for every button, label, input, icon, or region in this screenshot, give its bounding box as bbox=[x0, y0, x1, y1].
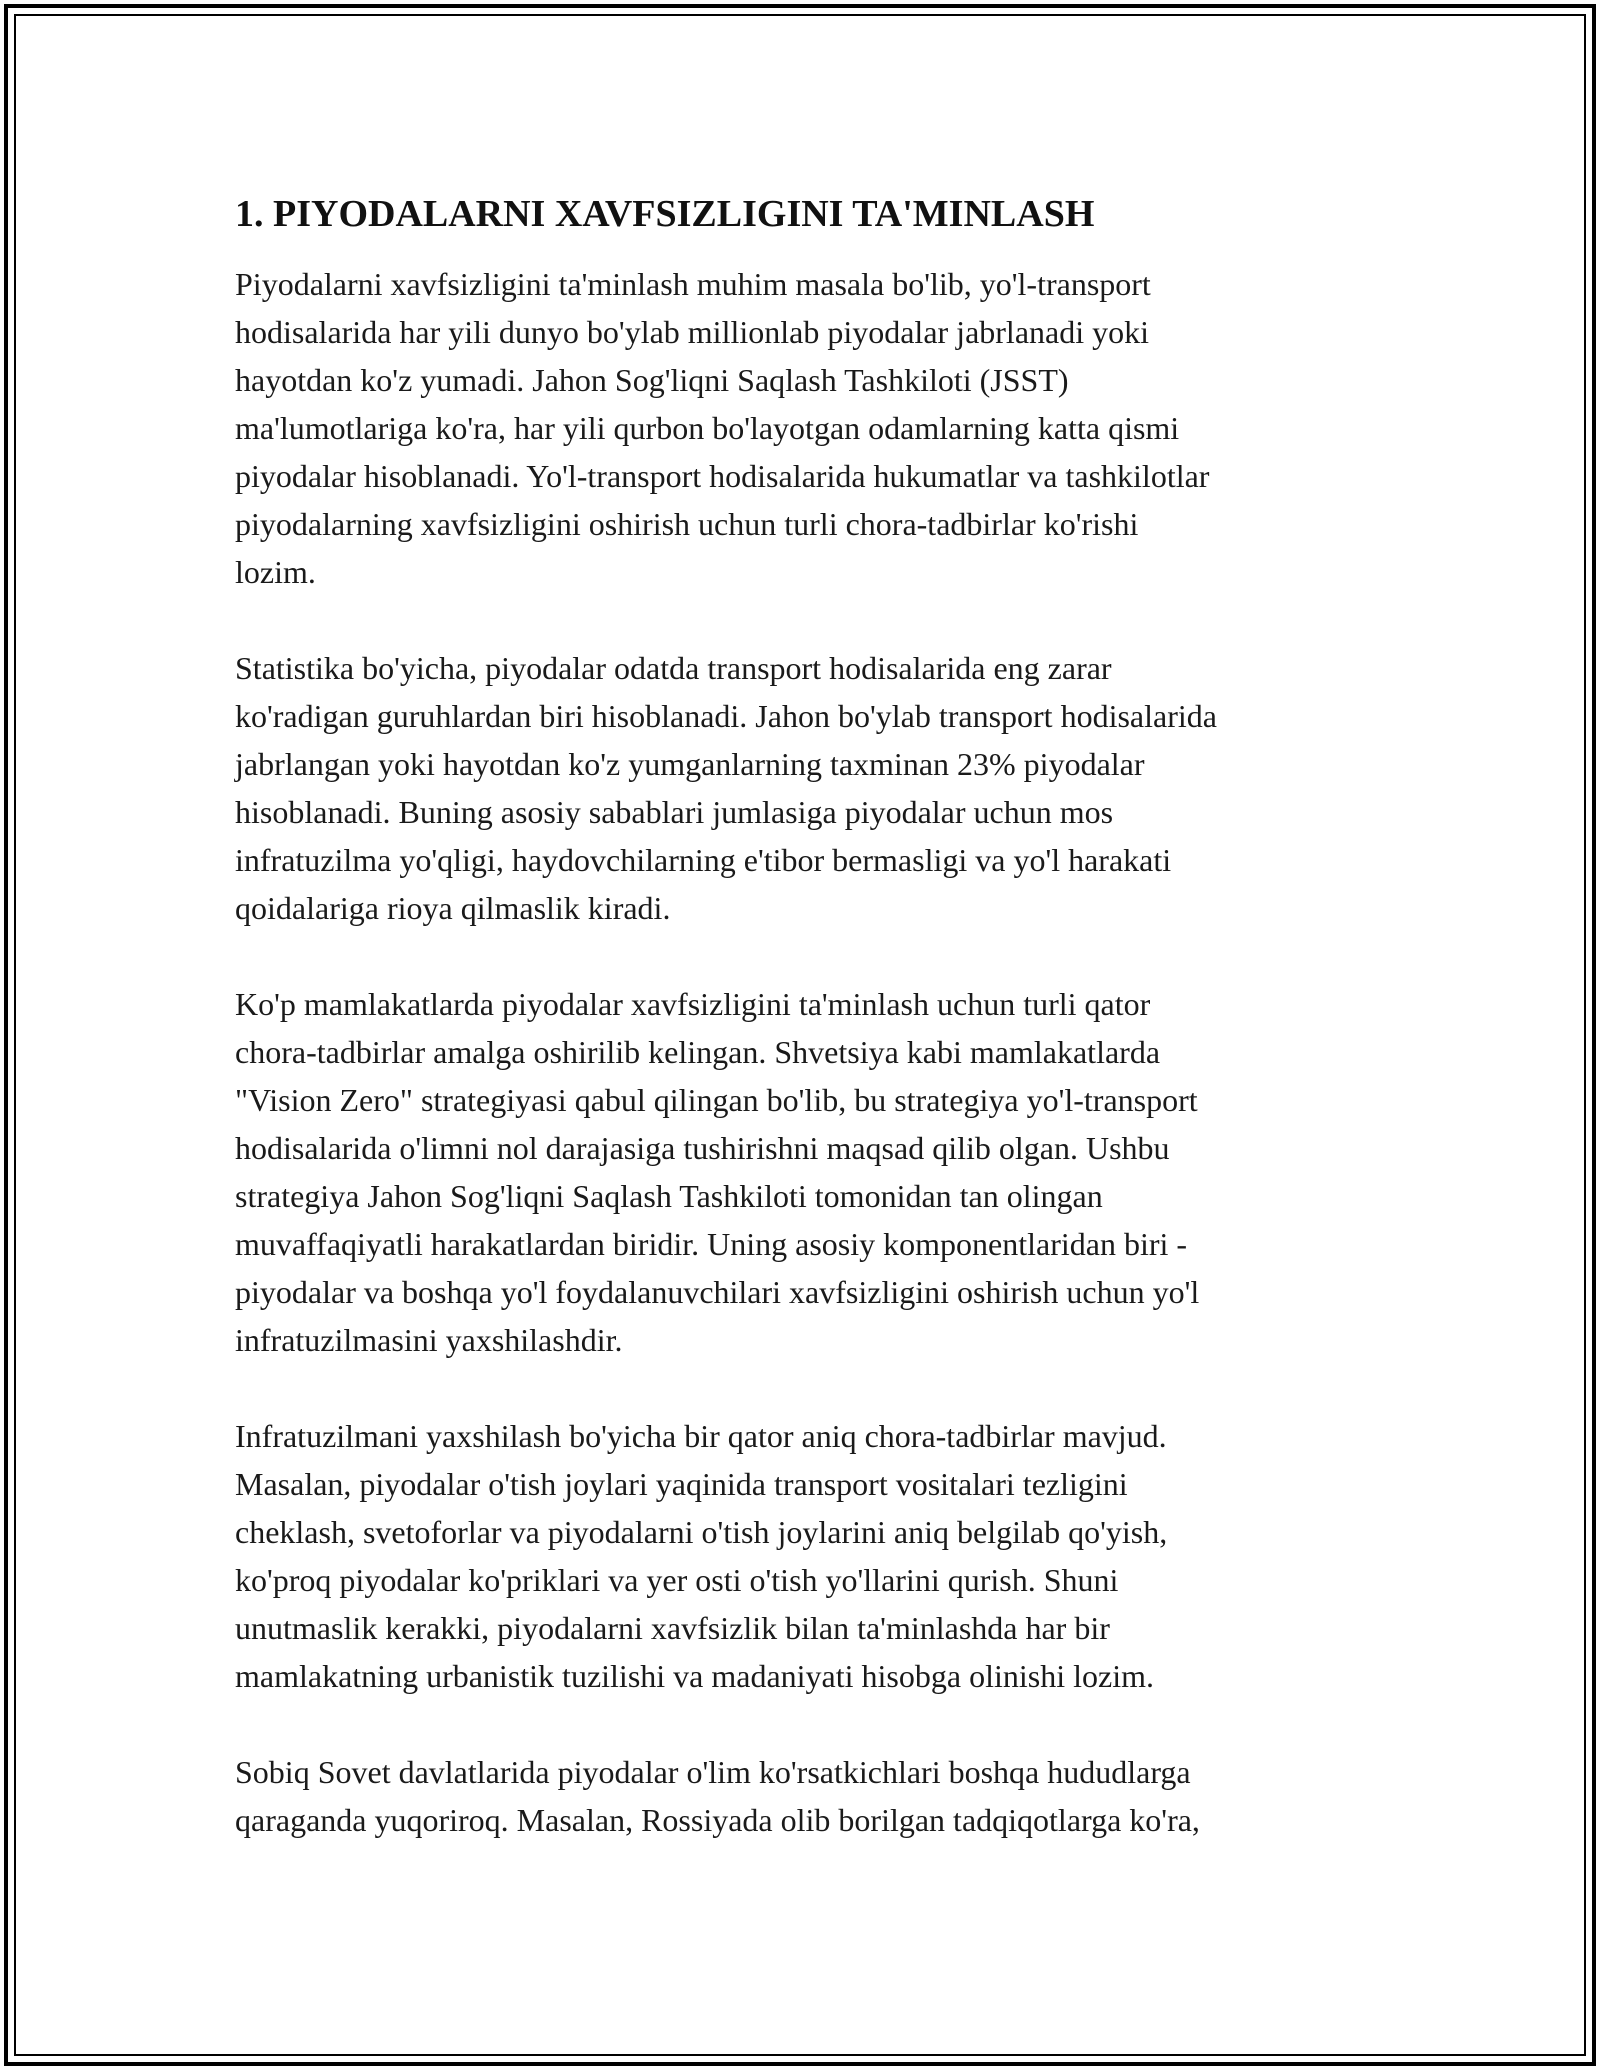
text-line: qaraganda yuqoriroq. Masalan, Rossiyada olib borilgan tadqiqotlarga ko'ra, bbox=[235, 1802, 1200, 1838]
paragraph bbox=[235, 1748, 1385, 1844]
text-line: cheklash, svetoforlar va piyodalarni o'tish joylarini aniq belgilab qo'yish, bbox=[235, 1514, 1168, 1550]
text-line: hodisalarida o'limni nol darajasiga tushirishni maqsad qilib olgan. Ushbu bbox=[235, 1130, 1170, 1166]
text-line: "Vision Zero" strategiyasi qabul qilingan bo'lib, bu strategiya yo'l-transport bbox=[235, 1082, 1198, 1118]
text-line: lozim. bbox=[235, 554, 316, 590]
paragraph bbox=[235, 260, 1385, 596]
text-line: muvaffaqiyatli harakatlardan biridir. Uning asosiy komponentlaridan biri - bbox=[235, 1226, 1188, 1262]
text-line: hodisalarida har yili dunyo bo'ylab millionlab piyodalar jabrlanadi yoki bbox=[235, 314, 1149, 350]
text-line: jabrlangan yoki hayotdan ko'z yumganlarning taxminan 23% piyodalar bbox=[235, 746, 1145, 782]
text-line: qoidalariga rioya qilmaslik kiradi. bbox=[235, 890, 671, 926]
text-line: piyodalar hisoblanadi. Yo'l-transport hodisalarida hukumatlar va tashkilotlar bbox=[235, 458, 1210, 494]
paragraph bbox=[235, 1412, 1385, 1700]
text-line: Ko'p mamlakatlarda piyodalar xavfsizligini ta'minlash uchun turli qator bbox=[235, 986, 1151, 1022]
text-line: chora-tadbirlar amalga oshirilib kelingan. Shvetsiya kabi mamlakatlarda bbox=[235, 1034, 1161, 1070]
paragraph-list bbox=[235, 260, 1385, 1844]
text-line: Infratuzilmani yaxshilash bo'yicha bir qator aniq chora-tadbirlar mavjud. bbox=[235, 1418, 1167, 1454]
text-line: infratuzilmasini yaxshilashdir. bbox=[235, 1322, 623, 1358]
document-title: 1. PIYODALARNI XAVFSIZLIGINI TA'MINLASH bbox=[235, 193, 1095, 235]
document-body bbox=[235, 186, 1385, 1892]
text-line: ko'proq piyodalar ko'priklari va yer osti o'tish yo'llarini qurish. Shuni bbox=[235, 1562, 1119, 1598]
text-line: ma'lumotlariga ko'ra, har yili qurbon bo'layotgan odamlarning katta qismi bbox=[235, 410, 1180, 446]
text-line: mamlakatning urbanistik tuzilishi va madaniyati hisobga olinishi lozim. bbox=[235, 1658, 1154, 1694]
text-line: unutmaslik kerakki, piyodalarni xavfsizlik bilan ta'minlashda har bir bbox=[235, 1610, 1110, 1646]
text-line: hisoblanadi. Buning asosiy sabablari jumlasiga piyodalar uchun mos bbox=[235, 794, 1114, 830]
text-line: infratuzilma yo'qligi, haydovchilarning e'tibor bermasligi va yo'l harakati bbox=[235, 842, 1172, 878]
text-line: Piyodalarni xavfsizligini ta'minlash muhim masala bo'lib, yo'l-transport bbox=[235, 266, 1151, 302]
paragraph bbox=[235, 644, 1385, 932]
text-line: Sobiq Sovet davlatlarida piyodalar o'lim ko'rsatkichlari boshqa hududlarga bbox=[235, 1754, 1191, 1790]
text-line: hayotdan ko'z yumadi. Jahon Sog'liqni Saqlash Tashkiloti (JSST) bbox=[235, 362, 1069, 398]
text-line: piyodalar va boshqa yo'l foydalanuvchilari xavfsizligini oshirish uchun yo'l bbox=[235, 1274, 1200, 1310]
text-line: Statistika bo'yicha, piyodalar odatda transport hodisalarida eng zarar bbox=[235, 650, 1112, 686]
text-line: ko'radigan guruhlardan biri hisoblanadi. Jahon bo'ylab transport hodisalarida bbox=[235, 698, 1217, 734]
text-line: strategiya Jahon Sog'liqni Saqlash Tashkiloti tomonidan tan olingan bbox=[235, 1178, 1103, 1214]
text-line: Masalan, piyodalar o'tish joylari yaqinida transport vositalari tezligini bbox=[235, 1466, 1128, 1502]
paragraph bbox=[235, 980, 1385, 1364]
text-line: piyodalarning xavfsizligini oshirish uchun turli chora-tadbirlar ko'rishi bbox=[235, 506, 1139, 542]
